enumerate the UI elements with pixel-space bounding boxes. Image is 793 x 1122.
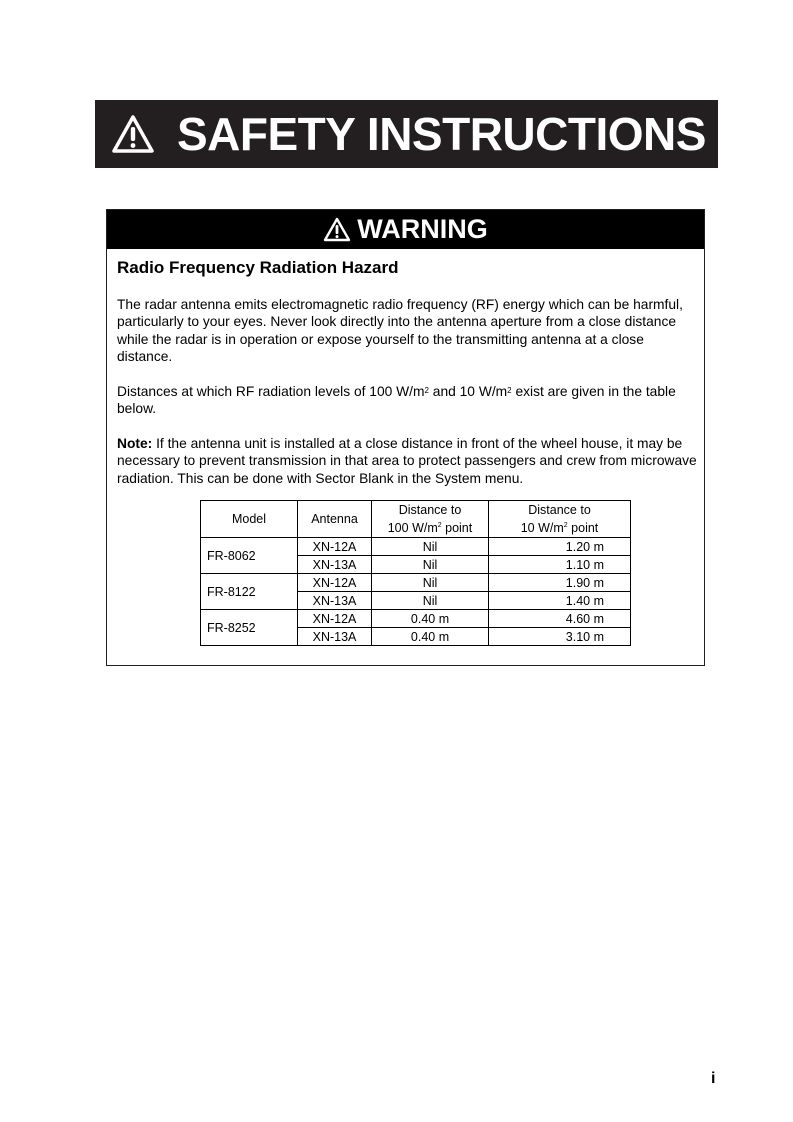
table-row — [201, 538, 631, 556]
table-row — [201, 574, 631, 592]
cell-distance-100: Nil — [372, 538, 489, 556]
cell-antenna: XN-13A — [298, 592, 372, 610]
header-distance-100 — [372, 501, 489, 538]
cell-model: FR-8122 — [201, 574, 298, 610]
superscript: 2 — [563, 522, 568, 529]
header-line: point — [567, 521, 599, 535]
header-model: Model — [201, 501, 298, 538]
cell-model: FR-8252 — [201, 610, 298, 646]
cell-distance-100: Nil — [372, 556, 489, 574]
paragraph-text: Distances at which RF radiation levels of 100 W/m — [117, 384, 425, 399]
cell-antenna: XN-12A — [298, 538, 372, 556]
cell-distance-10: 1.10 m — [489, 556, 631, 574]
warning-header — [107, 210, 704, 249]
superscript: 2 — [507, 386, 512, 395]
note-text: If the antenna unit is installed at a close distance in front of the wheel house, it may be necessary to prevent transmission in that area to protect passengers and crew from microwave radiation. This can be done with Sector Blank in the System menu. — [117, 436, 697, 486]
paragraph-text: exist are given in the table below. — [117, 384, 676, 417]
header-line: Distance to — [398, 503, 462, 517]
cell-distance-100: Nil — [372, 574, 489, 592]
safety-instructions-banner — [95, 100, 718, 168]
rf-hazard-paragraph: The radar antenna emits electromagnetic radio frequency (RF) energy which can be harmful, particularly to your eyes. Never look directly into the antenna aperture from a close distance while the radar is in operation or expose yourself to the transmitting antenna at a close distance. — [117, 297, 683, 364]
page-number: i — [711, 1070, 716, 1087]
table-header-row — [201, 501, 631, 538]
cell-distance-10: 1.90 m — [489, 574, 631, 592]
rf-distance-paragraph — [117, 383, 701, 418]
header-line: point — [441, 521, 473, 535]
header-line: 10 W/m — [520, 521, 564, 535]
cell-distance-10: 3.10 m — [489, 628, 631, 646]
note-label: Note: — [117, 436, 153, 451]
superscript: 2 — [437, 522, 442, 529]
header-line: 100 W/m — [387, 521, 438, 535]
header-antenna: Antenna — [298, 501, 372, 538]
page-title: SAFETY INSTRUCTIONS — [177, 108, 706, 160]
cell-distance-10: 1.40 m — [489, 592, 631, 610]
superscript: 2 — [424, 386, 429, 395]
cell-distance-10: 1.20 m — [489, 538, 631, 556]
header-distance-10 — [489, 501, 631, 538]
note-paragraph — [117, 435, 701, 487]
cell-distance-100: 0.40 m — [372, 610, 489, 628]
warning-triangle-icon — [111, 114, 155, 154]
warning-triangle-icon — [323, 217, 351, 242]
cell-antenna: XN-12A — [298, 574, 372, 592]
warning-box — [106, 209, 705, 666]
rf-distance-table — [200, 500, 631, 646]
cell-distance-100: 0.40 m — [372, 628, 489, 646]
section-title: Radio Frequency Radiation Hazard — [117, 258, 399, 277]
cell-distance-10: 4.60 m — [489, 610, 631, 628]
cell-antenna: XN-12A — [298, 610, 372, 628]
cell-model: FR-8062 — [201, 538, 298, 574]
cell-antenna: XN-13A — [298, 556, 372, 574]
cell-distance-100: Nil — [372, 592, 489, 610]
cell-antenna: XN-13A — [298, 628, 372, 646]
header-line: Distance to — [528, 503, 591, 517]
warning-label: WARNING — [357, 214, 488, 244]
paragraph-text: and 10 W/m — [428, 384, 508, 399]
table-row — [201, 610, 631, 628]
